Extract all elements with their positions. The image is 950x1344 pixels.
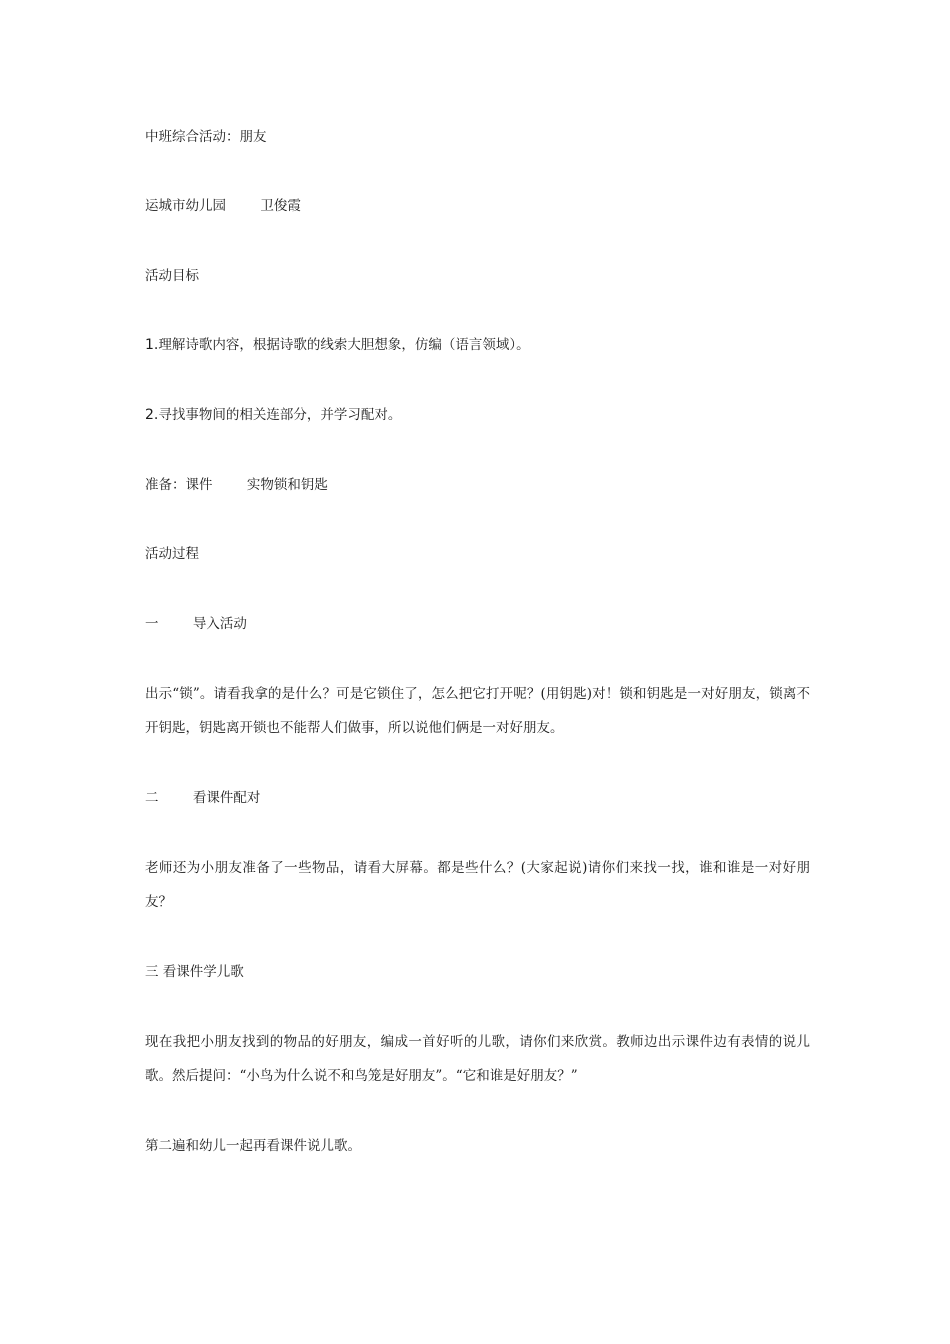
step-2-paragraph: 老师还为小朋友准备了一些物品，请看大屏幕。都是些什么？(大家起说)请你们来找一找，谁和谁是一对好朋友？ [145,860,810,910]
goal-1-text: 理解诗歌内容，根据诗歌的线索大胆想象，仿编（语言领域）。 [158,337,530,353]
preparation-line: 准备：课件 实物锁和钥匙 [145,477,328,493]
goal-2-text: 寻找事物间的相关连部分，并学习配对。 [158,407,402,423]
step-3-paragraph-2: 第二遍和幼儿一起再看课件说儿歌。 [145,1138,361,1154]
goal-item-2 [145,405,810,425]
process-heading: 活动过程 [145,546,199,562]
document-title: 中班综合活动：朋友 [145,129,267,145]
step-1-paragraph: 出示“锁”。请看我拿的是什么？可是它锁住了，怎么把它打开呢？(用钥匙)对！锁和钥匙是一对好朋友，锁离不开钥匙，钥匙离开锁也不能帮人们做事，所以说他们俩是一对好朋友。 [145,686,810,736]
step-3-heading: 三 看课件学儿歌 [145,964,244,980]
step-1-heading: 一 导入活动 [145,616,247,632]
author-line: 运城市幼儿园 卫俊霞 [145,198,301,214]
goals-heading: 活动目标 [145,268,199,284]
goal-item-1 [145,335,810,355]
step-2-heading: 二 看课件配对 [145,790,261,806]
goal-1-number: 1. [145,337,159,353]
step-3-paragraph: 现在我把小朋友找到的物品的好朋友，编成一首好听的儿歌，请你们来欣赏。教师边出示课件边有表情的说儿歌。然后提问：“小鸟为什么说不和鸟笼是好朋友”。“它和谁是好朋友？” [145,1034,810,1084]
goal-2-number: 2. [145,407,159,423]
